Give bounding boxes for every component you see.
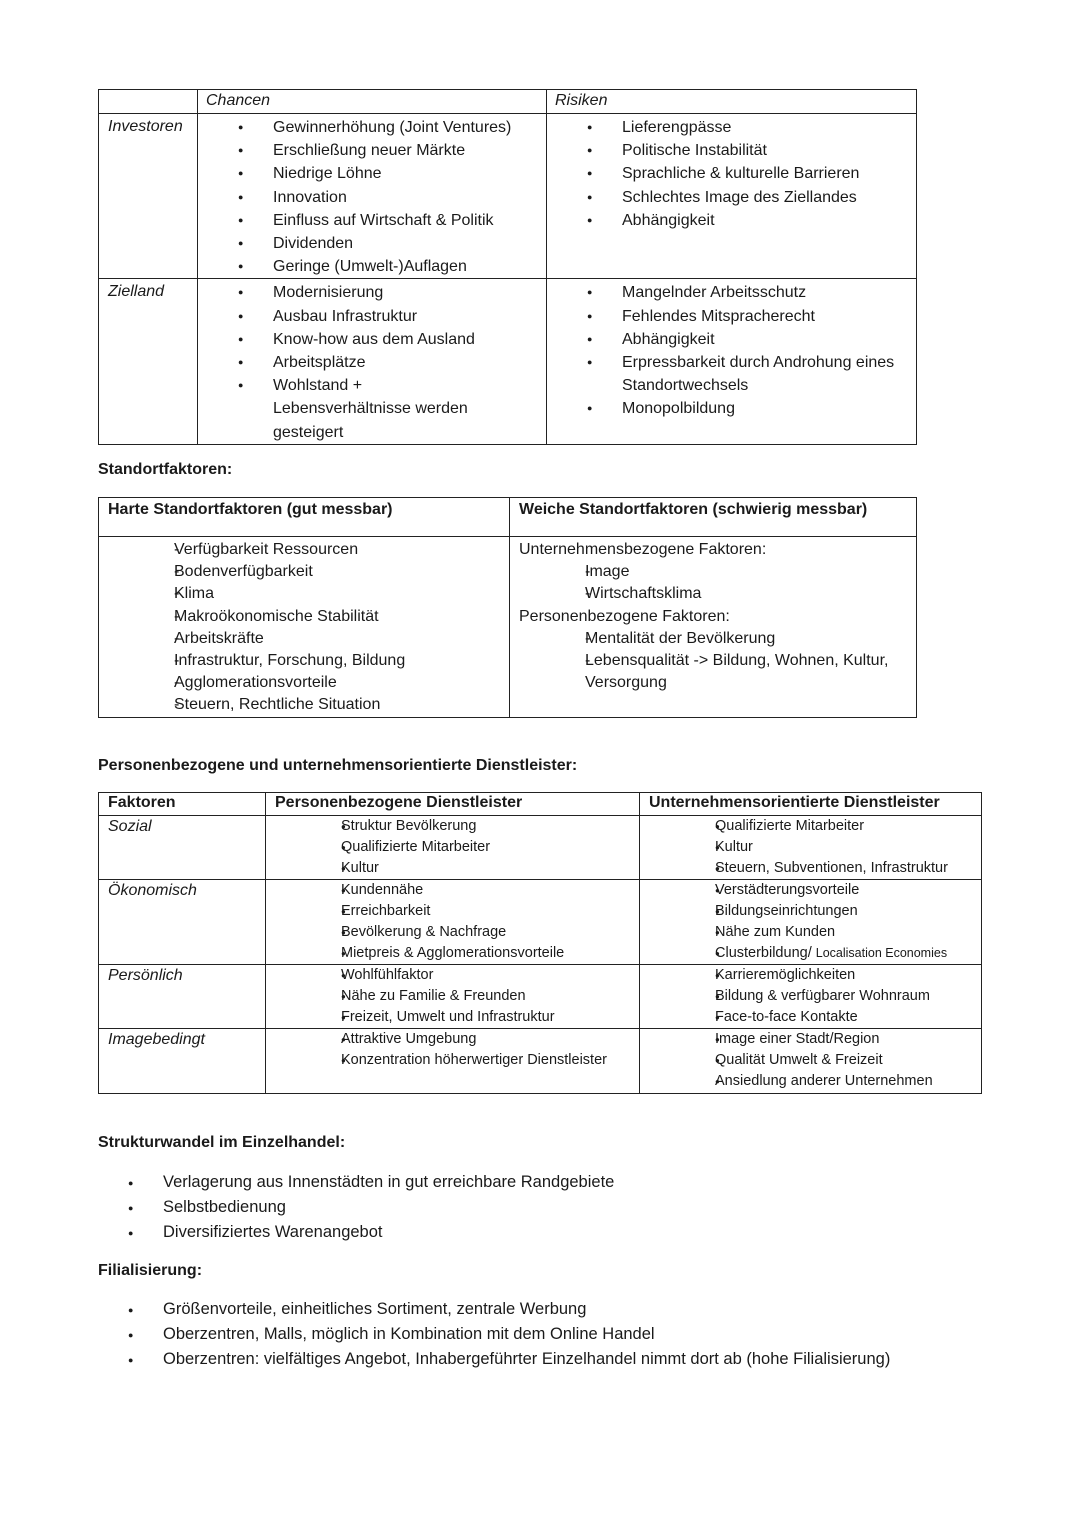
- header-faktoren: Faktoren: [99, 793, 266, 816]
- header-risiken: Risiken: [547, 90, 917, 114]
- list-item: - Bodenverfügbarkeit: [174, 561, 509, 583]
- zielland-chancen-cell: [198, 279, 547, 444]
- list-item: ● Mietpreis & Agglomerationsvorteile: [266, 943, 639, 964]
- investoren-chancen-list: [198, 116, 546, 278]
- list-item: ● Abhängigkeit: [547, 328, 916, 351]
- persoenlich-unternehmen-cell: [640, 965, 982, 1029]
- investoren-risiken-list: [547, 116, 916, 232]
- list-item: ● Lieferengpässe: [547, 116, 916, 139]
- persoenlich-person-cell: [266, 965, 640, 1029]
- zielland-chancen-list: [198, 281, 546, 443]
- header-chancen: Chancen: [198, 90, 547, 114]
- header-unternehmensorientiert: Unternehmensorientierte Dienstleister: [640, 793, 982, 816]
- list-item: ● Niedrige Löhne: [198, 162, 546, 185]
- oekonomisch-unternehmen-cell: [640, 880, 982, 965]
- strukturwandel-heading: Strukturwandel im Einzelhandel:: [98, 1134, 346, 1151]
- list-item: ● Dividenden: [198, 232, 546, 255]
- list-item: ● Größenvorteile, einheitliches Sortiment, zentrale Werbung: [98, 1297, 890, 1322]
- list-item: - Arbeitskräfte: [174, 628, 509, 650]
- list-item: - Verfügbarkeit Ressourcen: [174, 539, 509, 561]
- row-label-persoenlich: Persönlich: [99, 965, 266, 1029]
- dienstleister-heading: Personenbezogene und unternehmensorientierte Dienstleister:: [98, 757, 578, 774]
- soft-factors-cell: [510, 537, 917, 718]
- row-label-imagebedingt: Imagebedingt: [99, 1029, 266, 1094]
- oekonomisch-person-list: [266, 880, 639, 964]
- list-item: - Wirtschaftsklima: [585, 583, 916, 605]
- list-item: ● Attraktive Umgebung: [266, 1029, 639, 1050]
- list-item: ● Selbstbedienung: [98, 1195, 614, 1220]
- list-item: ● Sprachliche & kulturelle Barrieren: [547, 162, 916, 185]
- list-item: ● Kultur: [640, 837, 981, 858]
- dienstleister-table: [98, 792, 982, 1094]
- row-label-zielland: Zielland: [99, 279, 198, 444]
- imagebedingt-unternehmen-list: [640, 1029, 981, 1092]
- list-item: ● Erpressbarkeit durch Androhung eines Standortwechsels: [547, 351, 912, 397]
- list-item: - Steuern, Rechtliche Situation: [174, 694, 509, 716]
- investoren-chancen-cell: [198, 114, 547, 279]
- imagebedingt-person-cell: [266, 1029, 640, 1094]
- chancen-risiken-table: [98, 89, 917, 445]
- list-item: ● Geringe (Umwelt-)Auflagen: [198, 255, 546, 278]
- list-item: ● Know-how aus dem Ausland: [198, 328, 546, 351]
- list-item: ● Innovation: [198, 186, 546, 209]
- list-item: ● Schlechtes Image des Ziellandes: [547, 186, 916, 209]
- list-item: ● Ansiedlung anderer Unternehmen: [640, 1071, 981, 1092]
- imagebedingt-unternehmen-cell: [640, 1029, 982, 1094]
- soft-group-unternehmen-list: [519, 561, 916, 605]
- list-item: [640, 943, 981, 964]
- investoren-risiken-cell: [547, 114, 917, 279]
- list-item: ● Image einer Stadt/Region: [640, 1029, 981, 1050]
- list-item: ● Oberzentren: vielfältiges Angebot, Inhabergeführter Einzelhandel nimmt dort ab (hohe Filialisierung): [98, 1347, 890, 1372]
- empty-header-cell: [99, 90, 198, 114]
- list-item: ● Nähe zu Familie & Freunden: [266, 986, 639, 1007]
- list-item: ● Monopolbildung: [547, 397, 916, 420]
- list-item: ● Steuern, Subventionen, Infrastruktur: [640, 858, 981, 879]
- list-item: - Klima: [174, 583, 509, 605]
- list-item: ● Politische Instabilität: [547, 139, 916, 162]
- strukturwandel-list: [98, 1170, 614, 1245]
- list-item: ● Verlagerung aus Innenstädten in gut erreichbare Randgebiete: [98, 1170, 614, 1195]
- list-item: - Makroökonomische Stabilität: [174, 606, 509, 628]
- list-item: ● Mangelnder Arbeitsschutz: [547, 281, 916, 304]
- list-item: - Agglomerationsvorteile: [174, 672, 509, 694]
- list-item: ● Diversifiziertes Warenangebot: [98, 1220, 614, 1245]
- oekonomisch-person-cell: [266, 880, 640, 965]
- list-item: ● Kundennähe: [266, 880, 639, 901]
- standortfaktoren-table: [98, 497, 917, 718]
- sozial-unternehmen-cell: [640, 816, 982, 880]
- soft-group-personen-list: [519, 628, 915, 695]
- filialisierung-heading: Filialisierung:: [98, 1262, 203, 1279]
- hard-factors-header: Harte Standortfaktoren (gut messbar): [99, 498, 510, 537]
- standortfaktoren-heading: Standortfaktoren:: [98, 461, 233, 478]
- list-item: ● Ausbau Infrastruktur: [198, 305, 546, 328]
- list-item: ● Qualifizierte Mitarbeiter: [640, 816, 981, 837]
- list-item: ● Bildung & verfügbarer Wohnraum: [640, 986, 981, 1007]
- oekonomisch-unternehmen-list: [640, 880, 981, 964]
- hard-factors-list: [99, 539, 509, 717]
- hard-factors-cell: [99, 537, 510, 718]
- list-item: ● Wohlstand + Lebensverhältnisse werden gesteigert: [198, 374, 493, 444]
- list-item: ● Konzentration höherwertiger Dienstleister: [266, 1050, 639, 1071]
- cluster-suffix: Localisation Economies: [815, 946, 948, 960]
- sozial-unternehmen-list: [640, 816, 981, 879]
- soft-group-unternehmen-label: Unternehmensbezogene Faktoren:: [519, 541, 767, 558]
- list-item: ● Gewinnerhöhung (Joint Ventures): [198, 116, 546, 139]
- sozial-person-cell: [266, 816, 640, 880]
- list-item: - Image: [585, 561, 916, 583]
- list-item: ● Fehlendes Mitspracherecht: [547, 305, 916, 328]
- list-item: - Lebensqualität -> Bildung, Wohnen, Kultur, Versorgung: [585, 650, 915, 694]
- list-item: ● Abhängigkeit: [547, 209, 916, 232]
- list-item: ● Modernisierung: [198, 281, 546, 304]
- list-item: - Infrastruktur, Forschung, Bildung: [174, 650, 509, 672]
- filialisierung-list: [98, 1297, 890, 1372]
- list-item: ● Arbeitsplätze: [198, 351, 546, 374]
- soft-factors-header: Weiche Standortfaktoren (schwierig messbar): [510, 498, 917, 537]
- list-item: ● Erreichbarkeit: [266, 901, 639, 922]
- soft-group-personen-label: Personenbezogene Faktoren:: [519, 607, 730, 625]
- list-item: - Mentalität der Bevölkerung: [585, 628, 915, 650]
- imagebedingt-person-list: [266, 1029, 639, 1071]
- header-personenbezogen: Personenbezogene Dienstleister: [266, 793, 640, 816]
- list-item: ● Struktur Bevölkerung: [266, 816, 639, 837]
- sozial-person-list: [266, 816, 639, 879]
- list-item: ● Verstädterungsvorteile: [640, 880, 981, 901]
- list-item: ● Face-to-face Kontakte: [640, 1007, 981, 1028]
- zielland-risiken-list: [547, 281, 916, 420]
- list-item: ● Oberzentren, Malls, möglich in Kombination mit dem Online Handel: [98, 1322, 890, 1347]
- zielland-risiken-cell: [547, 279, 917, 444]
- list-item: ● Erschließung neuer Märkte: [198, 139, 546, 162]
- list-item: ● Freizeit, Umwelt und Infrastruktur: [266, 1007, 639, 1028]
- list-item: ● Qualität Umwelt & Freizeit: [640, 1050, 981, 1071]
- list-item: ● Wohlfühlfaktor: [266, 965, 639, 986]
- list-item: ● Karrieremöglichkeiten: [640, 965, 981, 986]
- list-item: ● Einfluss auf Wirtschaft & Politik: [198, 209, 546, 232]
- row-label-sozial: Sozial: [99, 816, 266, 880]
- persoenlich-unternehmen-list: [640, 965, 981, 1028]
- list-item: ● Bildungseinrichtungen: [640, 901, 981, 922]
- row-label-oekonomisch: Ökonomisch: [99, 880, 266, 965]
- persoenlich-person-list: [266, 965, 639, 1028]
- list-item: ● Kultur: [266, 858, 639, 879]
- list-item: ● Qualifizierte Mitarbeiter: [266, 837, 639, 858]
- list-item: ● Bevölkerung & Nachfrage: [266, 922, 639, 943]
- row-label-investoren: Investoren: [99, 114, 198, 279]
- list-item: ● Nähe zum Kunden: [640, 922, 981, 943]
- cluster-text: Clusterbildung/: [715, 945, 816, 961]
